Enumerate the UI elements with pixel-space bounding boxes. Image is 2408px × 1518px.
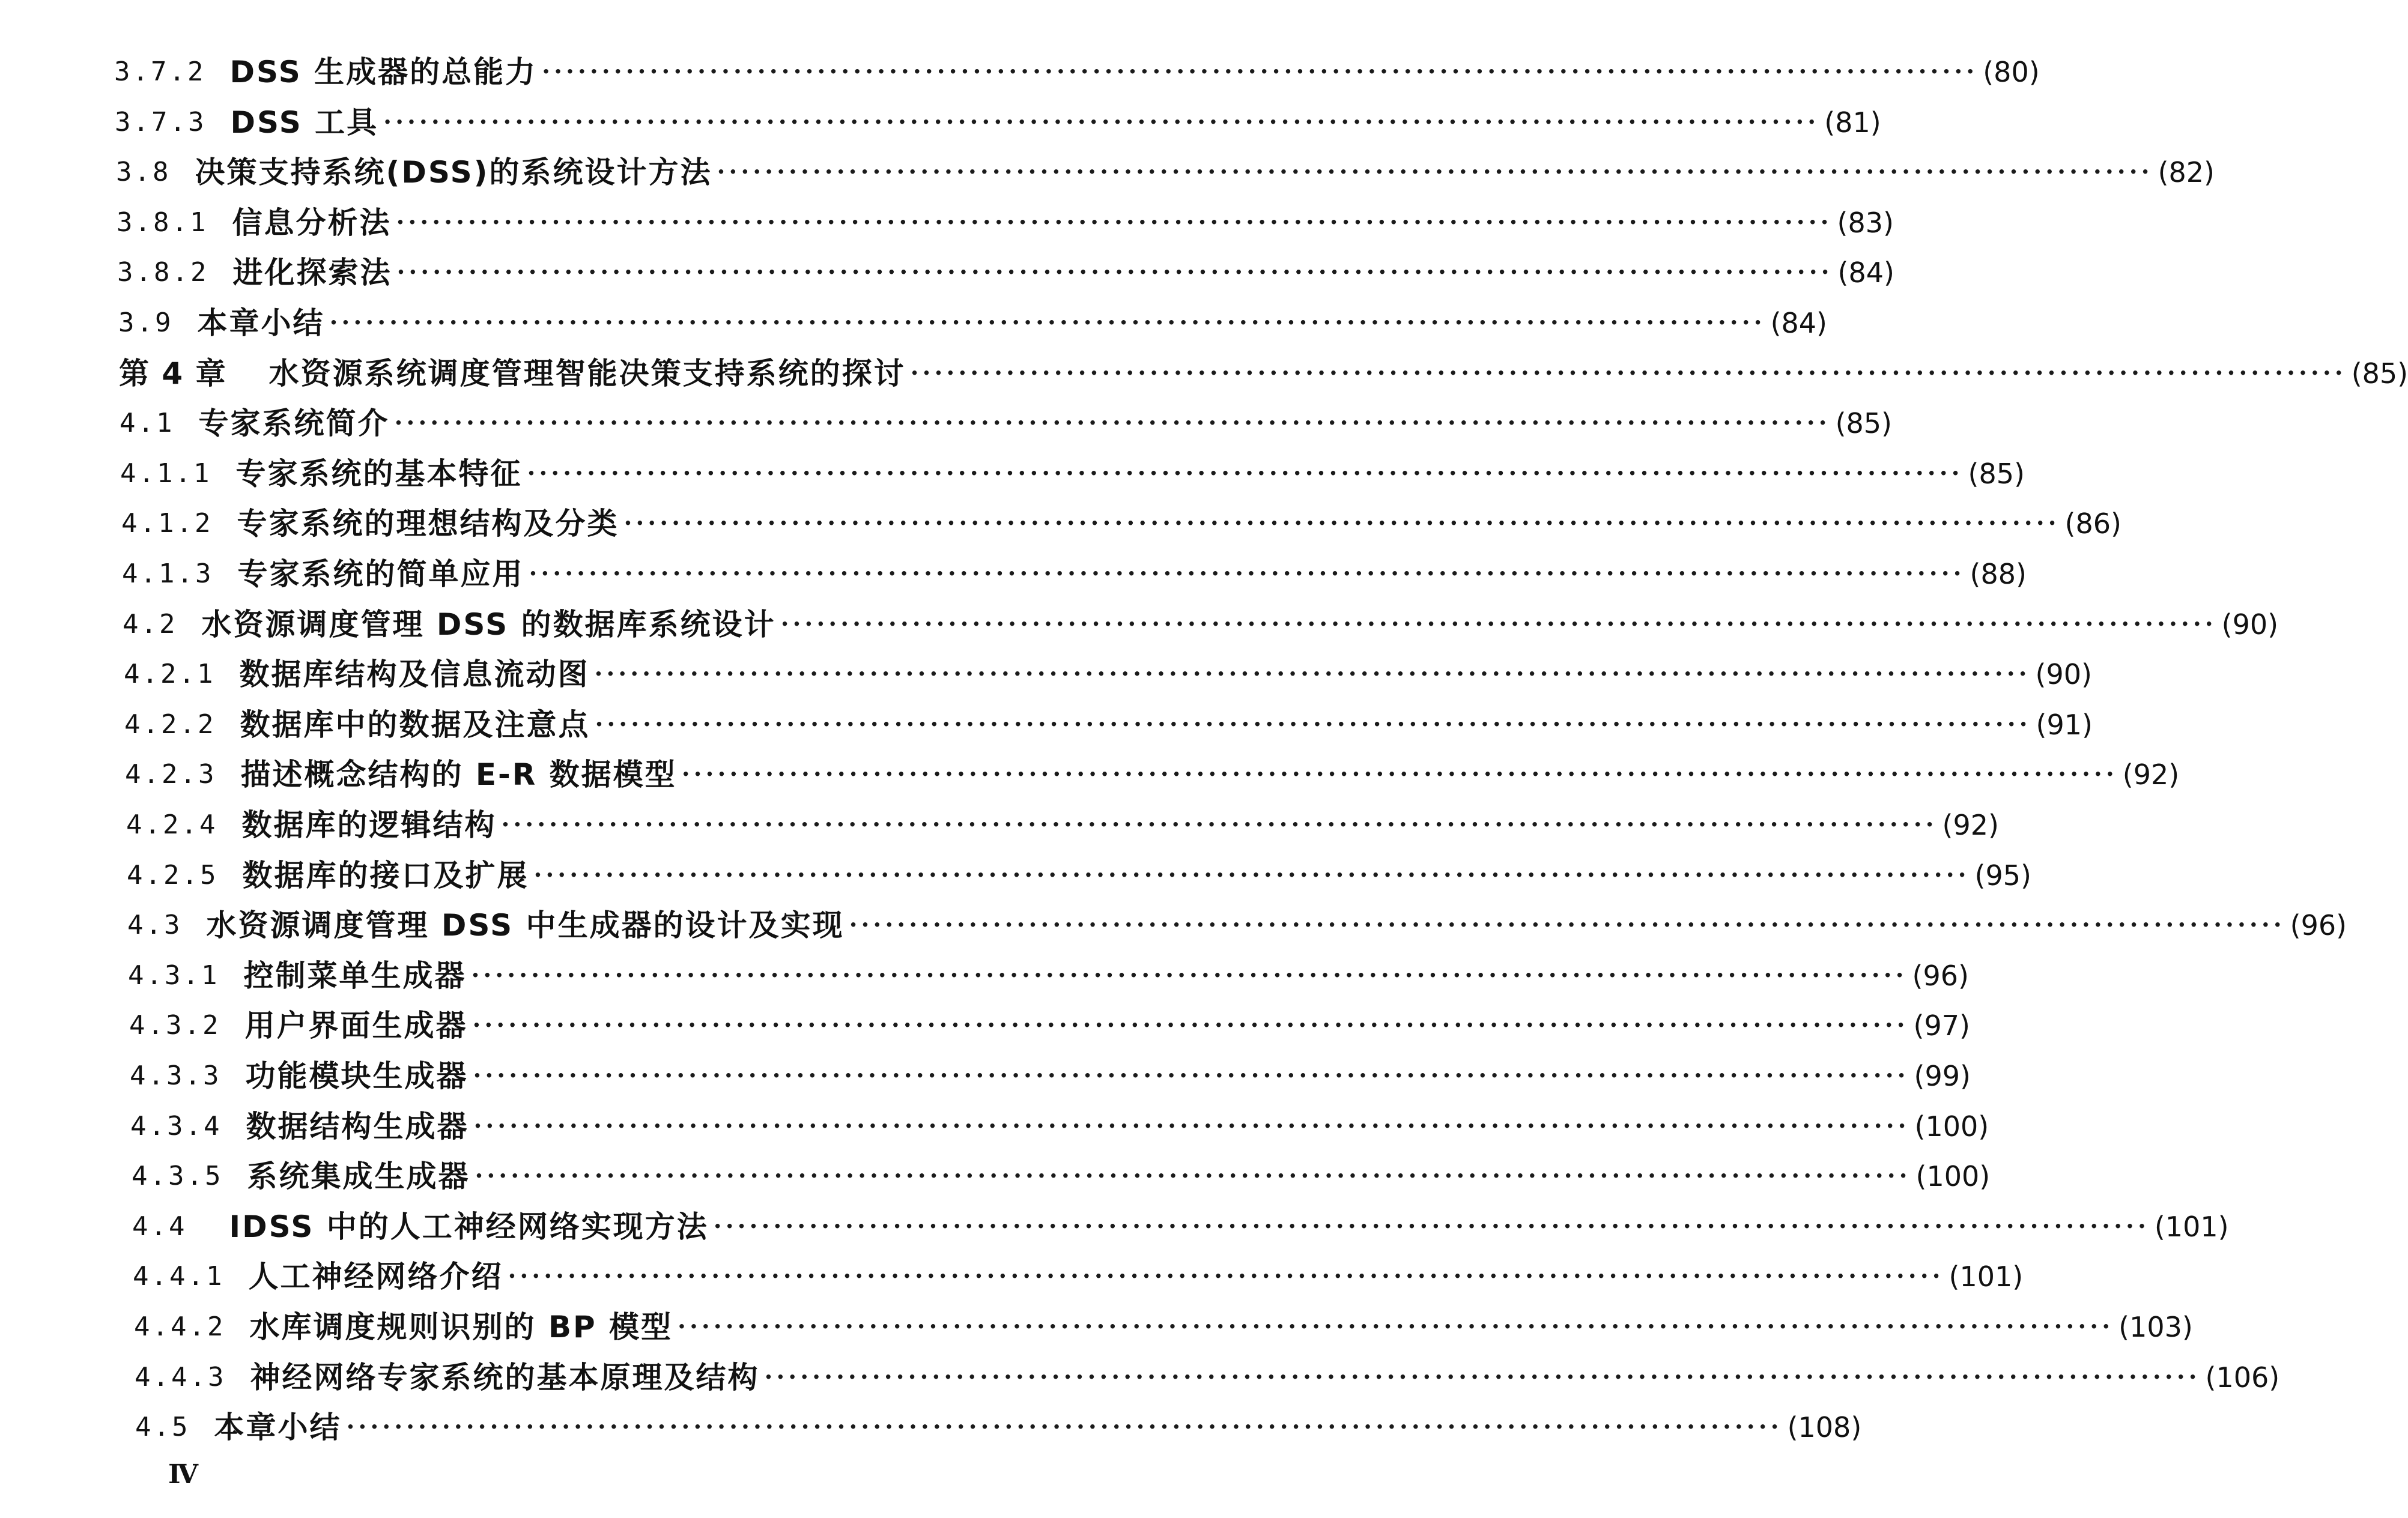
toc-entry-title: 神经网络专家系统的基本原理及结构 [250, 1359, 760, 1395]
toc-entry-number: 3.8 [116, 157, 171, 188]
toc-entry-number: 4.2.4 [126, 809, 218, 840]
toc-leader-dots: ························································································································ [594, 660, 2031, 689]
toc-entry-page: (101) [1949, 1260, 2024, 1293]
toc-leader-dots: ························································································································ [595, 710, 2031, 739]
toc-entry-number: 3.8.2 [117, 257, 209, 288]
toc-entry-title: 数据库结构及信息流动图 [239, 657, 590, 692]
toc-entry-number: 4.3.5 [132, 1161, 223, 1192]
toc-entry-title: 信息分析法 [232, 205, 392, 240]
toc-entry-number: 3.9 [118, 307, 174, 338]
toc-entry[interactable] [129, 994, 1970, 1044]
toc-entry[interactable] [117, 192, 1894, 240]
toc-entry-page: (103) [2118, 1311, 2193, 1343]
toc-entry[interactable] [125, 743, 2180, 793]
toc-entry-title: 专家系统的基本特征 [235, 456, 523, 491]
toc-entry-title: 数据结构生成器 [246, 1108, 469, 1144]
toc-entry-title: 进化探索法 [232, 255, 392, 291]
toc-entry-number: 4.1.1 [120, 458, 212, 489]
toc-leader-dots: ························································································································ [910, 358, 2347, 387]
toc-leader-dots: ························································································································ [533, 860, 1970, 889]
toc-entry[interactable] [130, 1045, 1971, 1093]
toc-entry[interactable] [122, 543, 2027, 591]
toc-entry[interactable] [121, 492, 2121, 542]
toc-entry-number: 3.7.3 [115, 106, 207, 138]
toc-entry-number: 4.4.3 [135, 1361, 226, 1393]
toc-entry-title: 数据库的接口及扩展 [242, 857, 529, 893]
toc-entry[interactable] [135, 1346, 2280, 1395]
toc-entry-number: 4.1.2 [121, 508, 213, 539]
toc-entry-page: (99) [1914, 1060, 1971, 1092]
toc-leader-dots: ························································································································ [473, 1111, 1910, 1140]
toc-entry[interactable] [118, 292, 1828, 340]
toc-entry-page: (106) [2205, 1361, 2280, 1394]
toc-entry-page: (101) [2154, 1210, 2229, 1243]
toc-leader-dots: ························································································································ [623, 509, 2060, 538]
toc-entry-page: (90) [2221, 608, 2279, 641]
toc-leader-dots: ························································································································ [717, 158, 2153, 187]
toc-entry[interactable] [127, 894, 2347, 943]
toc-entry-title: 功能模块生成器 [245, 1059, 469, 1093]
toc-entry-title: 水资源调度管理 DSS 的数据库系统设计 [201, 606, 776, 642]
toc-entry[interactable] [115, 91, 1881, 140]
toc-entry-title: 数据库中的数据及注意点 [240, 707, 590, 742]
toc-leader-dots: ························································································································ [329, 309, 1766, 337]
toc-leader-dots: ························································································································ [471, 961, 1908, 990]
toc-entry-title: 控制菜单生成器 [243, 958, 467, 993]
toc-entry-page: (92) [1942, 809, 1999, 841]
toc-leader-dots: ························································································································ [473, 1062, 1909, 1090]
toc-entry[interactable] [133, 1245, 2024, 1295]
toc-entry-title: 水库调度规则识别的 BP 模型 [249, 1310, 673, 1344]
toc-entry-number: 第 4 章 [119, 355, 227, 391]
toc-leader-dots: ························································································································ [396, 208, 1833, 237]
toc-leader-dots: ························································································································ [508, 1262, 1944, 1291]
toc-entry-page: (95) [1974, 859, 2031, 892]
toc-entry-page: (92) [2122, 758, 2180, 791]
toc-leader-dots: ························································································································ [681, 760, 2118, 789]
toc-entry[interactable] [123, 593, 2279, 642]
toc-entry-page: (84) [1770, 307, 1828, 339]
toc-entry-number: 3.7.2 [114, 56, 206, 87]
toc-entry-page: (96) [1912, 959, 1969, 992]
toc-entry[interactable] [130, 1095, 1989, 1144]
toc-entry-title: 数据库的逻辑结构 [241, 808, 497, 842]
toc-entry-page: (82) [2158, 156, 2215, 189]
toc-entry-page: (85) [1968, 457, 2025, 490]
toc-entry-page: (83) [1837, 206, 1894, 239]
toc-entry[interactable] [120, 392, 1893, 441]
toc-entry-title: DSS 生成器的总能力 [229, 55, 538, 89]
toc-entry[interactable] [120, 443, 2025, 491]
toc-entry-number: 4.2.2 [124, 709, 216, 740]
toc-leader-dots: ························································································································ [394, 409, 1831, 438]
toc-entry-page: (81) [1824, 106, 1881, 139]
page-number: Ⅳ [168, 1459, 198, 1490]
toc-entry-page: (86) [2064, 507, 2121, 540]
toc-entry-page: (90) [2035, 658, 2092, 691]
toc-leader-dots: ························································································································ [780, 609, 2217, 638]
toc-entry-number: 4.3.3 [130, 1060, 222, 1091]
toc-entry-title: 本章小结 [214, 1410, 342, 1445]
toc-entry[interactable] [119, 342, 2408, 391]
toc-leader-dots: ························································································································ [396, 258, 1833, 287]
toc-entry-title: 水资源调度管理 DSS 中生成器的设计及实现 [206, 908, 845, 943]
toc-entry-title: 系统集成生成器 [247, 1159, 470, 1194]
toc-entry-title: 水资源系统调度管理智能决策支持系统的探讨 [268, 355, 906, 391]
toc-leader-dots: ························································································································ [346, 1413, 1783, 1442]
toc-leader-dots: ························································································································ [849, 911, 2285, 940]
toc-entry-page: (96) [2290, 909, 2347, 942]
toc-leader-dots: ························································································································ [501, 811, 1938, 839]
toc-entry[interactable] [132, 1196, 2229, 1244]
toc-entry-page: (84) [1837, 256, 1894, 289]
toc-entry-page: (85) [1835, 407, 1893, 440]
toc-entry-page: (100) [1914, 1110, 1989, 1143]
toc-leader-dots: ························································································································ [527, 459, 1964, 488]
toc-entry-page: (100) [1915, 1160, 1991, 1193]
toc-entry-number: 4.2.3 [125, 759, 217, 790]
toc-leader-dots: ························································································································ [472, 1011, 1909, 1040]
toc-entry-number: 4.5 [135, 1412, 190, 1443]
toc-entry-number: 4.2.1 [124, 659, 216, 690]
toc-entry[interactable] [134, 1296, 2193, 1344]
toc-entry[interactable] [128, 945, 1969, 993]
toc-entry[interactable] [127, 844, 2031, 893]
toc-entry-title: DSS 工具 [230, 104, 379, 140]
toc-entry[interactable] [117, 241, 1894, 291]
toc-leader-dots: ························································································································ [678, 1313, 2114, 1341]
toc-entry-page: (91) [2036, 708, 2093, 741]
toc-entry-title: 本章小结 [197, 306, 325, 340]
toc-entry-title: 人工神经网络介绍 [248, 1259, 503, 1295]
toc-entry-page: (88) [1970, 558, 2027, 590]
toc-entry-number: 4.3.4 [130, 1110, 222, 1142]
toc-leader-dots: ························································································································ [764, 1362, 2201, 1391]
toc-entry-number: 4.2.5 [127, 859, 219, 891]
toc-entry-number: 4.3.1 [128, 960, 220, 991]
toc-entry-number: 4.3.2 [129, 1010, 221, 1041]
toc-entry-number: 4.4.1 [133, 1261, 225, 1292]
toc-entry-page: (80) [1983, 56, 2040, 88]
toc-entry-title: 专家系统简介 [198, 406, 390, 441]
toc-entry-title: 决策支持系统(DSS)的系统设计方法 [195, 155, 712, 190]
toc-entry-number: 4.4 [132, 1211, 187, 1242]
toc-leader-dots: ························································································································ [713, 1212, 2150, 1241]
toc-entry-number: 4.3 [127, 910, 183, 941]
toc-entry-page: (108) [1787, 1411, 1862, 1444]
toc-entry[interactable] [132, 1145, 1991, 1194]
toc-entry-title: 专家系统的简单应用 [237, 557, 524, 591]
toc-leader-dots: ························································································································ [529, 560, 1965, 588]
toc-entry-number: 4.1.3 [122, 558, 214, 589]
toc-entry-number: 4.1 [120, 408, 175, 439]
toc-entry-title: 用户界面生成器 [244, 1008, 468, 1044]
toc-entry-page: (97) [1913, 1009, 1970, 1042]
toc-entry[interactable] [124, 643, 2092, 692]
toc-entry-title: IDSS 中的人工神经网络实现方法 [229, 1209, 709, 1244]
toc-entry-number: 4.4.2 [134, 1311, 226, 1342]
toc-entry-number: 4.2 [123, 608, 178, 640]
toc-entry[interactable] [116, 141, 2215, 190]
toc-entry[interactable] [124, 694, 2093, 742]
toc-entry-page: (85) [2351, 357, 2408, 390]
toc-leader-dots: ························································································································ [383, 107, 1820, 136]
toc-entry[interactable] [135, 1396, 1862, 1445]
toc-entry-title: 专家系统的理想结构及分类 [237, 506, 619, 542]
toc-entry-number: 3.8.1 [117, 207, 208, 238]
toc-leader-dots: ························································································································ [475, 1162, 1911, 1191]
toc-leader-dots: ························································································································ [542, 58, 1979, 86]
toc-entry[interactable] [114, 41, 2040, 89]
toc-entry[interactable] [126, 794, 1999, 842]
toc-entry-title: 描述概念结构的 E-R 数据模型 [240, 757, 677, 793]
